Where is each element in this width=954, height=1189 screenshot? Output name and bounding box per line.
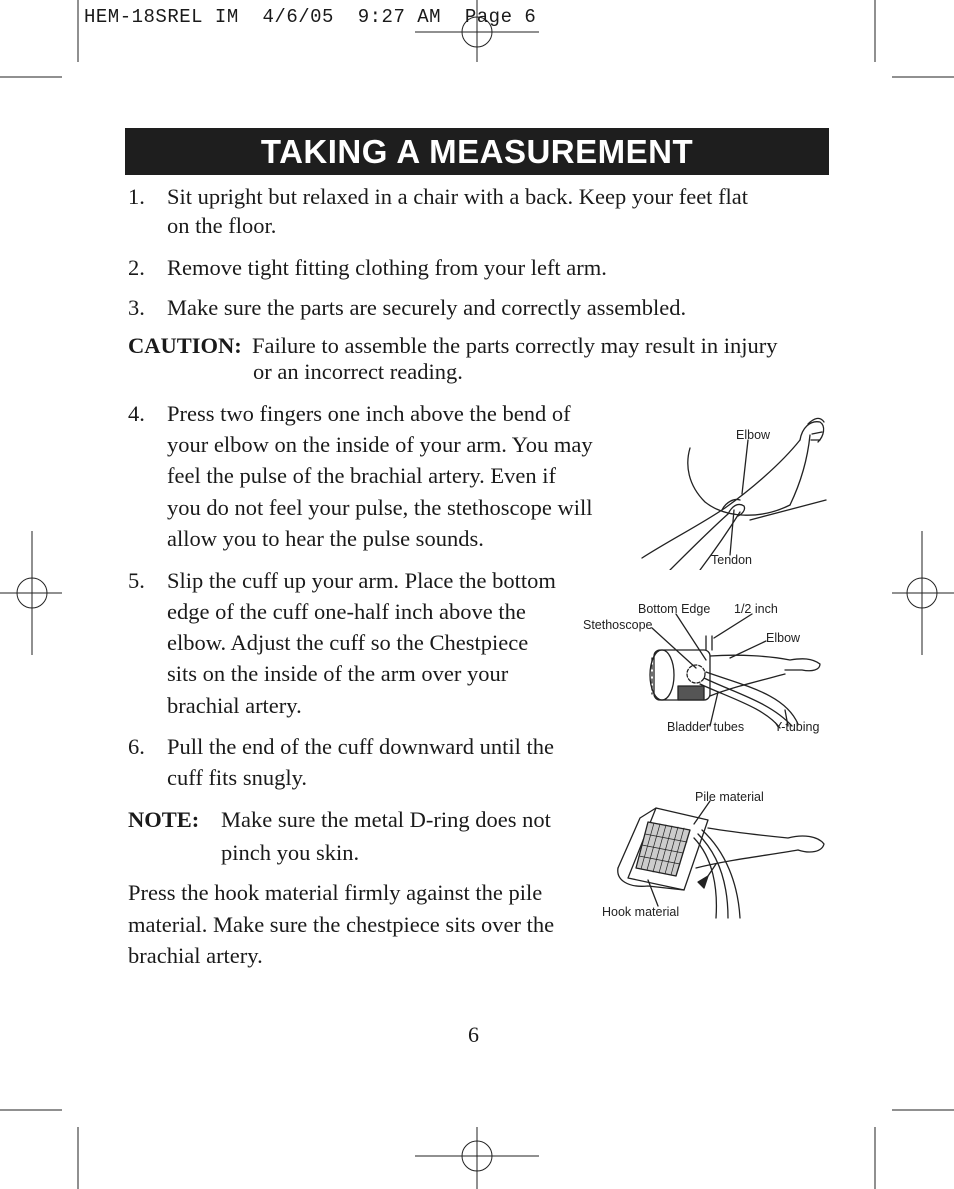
step-1-line-2: on the floor.	[167, 213, 277, 238]
step-6-line-2: cuff fits snugly.	[167, 765, 307, 790]
closing-line-3: brachial artery.	[128, 943, 263, 968]
label-bladder-tubes: Bladder tubes	[667, 720, 745, 734]
print-slug: HEM-18SREL IM 4/6/05 9:27 AM Page 6	[84, 6, 537, 28]
page-number: 6	[468, 1022, 479, 1047]
step-5-line-1: Slip the cuff up your arm. Place the bottom	[167, 568, 556, 593]
step-3-number: 3.	[128, 295, 145, 320]
step-5-line-3: elbow. Adjust the cuff so the Chestpiece	[167, 630, 529, 655]
step-5-line-4: sits on the inside of the arm over your	[167, 661, 509, 686]
step-4-line-3: feel the pulse of the brachial artery. Even if	[167, 463, 556, 488]
label-bottom-edge: Bottom Edge	[638, 602, 711, 616]
title-banner	[125, 128, 829, 175]
label-elbow: Elbow	[736, 428, 771, 442]
note-line-1: Make sure the metal D-ring does not	[221, 807, 551, 832]
step-3-line-1: Make sure the parts are securely and correctly assembled.	[167, 295, 687, 320]
step-2-line-1: Remove tight fitting clothing from your left arm.	[167, 255, 607, 280]
label-pile-material: Pile material	[695, 790, 764, 804]
note-line-2: pinch you skin.	[221, 840, 360, 865]
step-5-line-5: brachial artery.	[167, 693, 302, 718]
step-4-line-1: Press two fingers one inch above the bend of	[167, 401, 571, 426]
page-title: TAKING A MEASUREMENT	[260, 133, 694, 170]
caution-line-2: or an incorrect reading.	[253, 359, 463, 384]
closing-line-2: material. Make sure the chestpiece sits over the	[128, 912, 555, 937]
step-2-number: 2.	[128, 255, 145, 280]
step-4-line-2: your elbow on the inside of your arm. You may	[167, 432, 593, 457]
step-1-line-1: Sit upright but relaxed in a chair with a back. Keep your feet flat	[167, 184, 749, 209]
step-5-number: 5.	[128, 568, 145, 593]
step-5-line-2: edge of the cuff one-half inch above the	[167, 599, 526, 624]
label-y-tubing: Y-tubing	[774, 720, 820, 734]
label-hook-material: Hook material	[602, 905, 680, 919]
caution-line-1: Failure to assemble the parts correctly may result in injury	[252, 333, 778, 358]
label-half-inch: 1/2 inch	[734, 602, 778, 616]
step-4-line-4: you do not feel your pulse, the stethoscope will	[167, 495, 593, 520]
caution-label: CAUTION:	[128, 333, 242, 358]
cuff-placement-illustration	[580, 598, 830, 743]
label-stethoscope: Stethoscope	[583, 618, 653, 632]
label-tendon: Tendon	[711, 553, 753, 567]
step-1-number: 1.	[128, 184, 145, 209]
step-4-line-5: allow you to hear the pulse sounds.	[167, 526, 484, 551]
label-elbow-2: Elbow	[766, 631, 801, 645]
step-4-number: 4.	[128, 401, 145, 426]
step-6-line-1: Pull the end of the cuff downward until the	[167, 734, 555, 759]
hook-pile-illustration	[598, 788, 830, 923]
note-label: NOTE:	[128, 807, 200, 832]
step-6-number: 6.	[128, 734, 145, 759]
closing-line-1: Press the hook material firmly against the pile	[128, 880, 543, 905]
elbow-illustration	[630, 410, 830, 570]
